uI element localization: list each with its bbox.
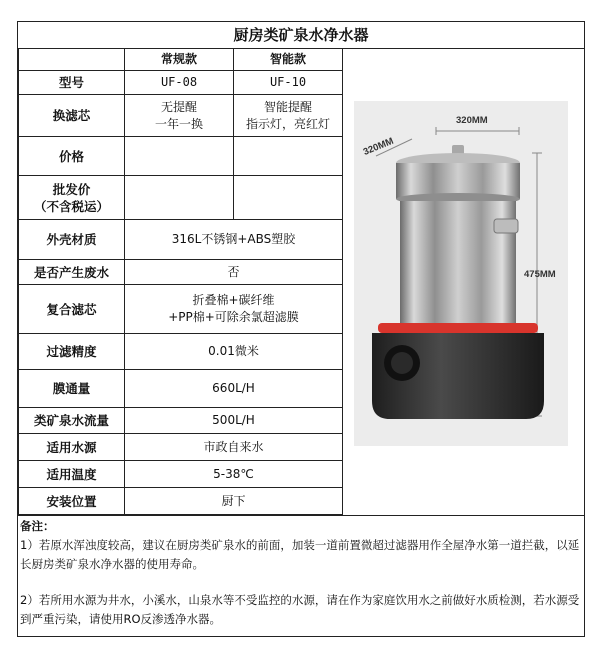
row-source bbox=[19, 434, 343, 461]
col-smart: 智能款 bbox=[234, 49, 343, 71]
flux-value: 660L/H bbox=[125, 370, 343, 408]
purifier-illustration bbox=[372, 145, 544, 419]
precision-value: 0.01微米 bbox=[125, 334, 343, 370]
label-flow: 类矿泉水流量 bbox=[19, 408, 125, 434]
row-temp bbox=[19, 461, 343, 488]
row-waste bbox=[19, 260, 343, 285]
row-model bbox=[19, 71, 343, 95]
composite-value: 折叠棉+碳纤维 +PP棉+可除余氯超滤膜 bbox=[125, 285, 343, 334]
notes-section bbox=[18, 515, 584, 637]
price-regular bbox=[125, 137, 234, 176]
dim-depth-label: 320MM bbox=[361, 135, 396, 158]
row-wholesale bbox=[19, 176, 343, 220]
note-item-2: 2）若所用水源为井水，小溪水，山泉水等不受监控的水源，请在作为家庭饮用水之前做好水质检测，若水源受到严重污染，请使用RO反渗透净水器。 bbox=[20, 593, 580, 626]
label-install: 安装位置 bbox=[19, 488, 125, 515]
shell-value: 316L不锈钢+ABS塑胶 bbox=[125, 220, 343, 260]
model-smart: UF-10 bbox=[234, 71, 343, 95]
spec-sheet bbox=[17, 21, 585, 637]
row-shell bbox=[19, 220, 343, 260]
col-regular: 常规款 bbox=[125, 49, 234, 71]
install-value: 厨下 bbox=[125, 488, 343, 515]
label-temp: 适用温度 bbox=[19, 461, 125, 488]
source-value: 市政自来水 bbox=[125, 434, 343, 461]
wholesale-smart bbox=[234, 176, 343, 220]
wholesale-regular bbox=[125, 176, 234, 220]
label-wholesale: 批发价 （不含税运） bbox=[19, 176, 125, 220]
label-source: 适用水源 bbox=[19, 434, 125, 461]
header-blank bbox=[19, 49, 125, 71]
row-flow bbox=[19, 408, 343, 434]
waste-value: 否 bbox=[125, 260, 343, 285]
row-precision bbox=[19, 334, 343, 370]
label-flux: 膜通量 bbox=[19, 370, 125, 408]
label-price: 价格 bbox=[19, 137, 125, 176]
temp-value: 5-38℃ bbox=[125, 461, 343, 488]
label-waste: 是否产生废水 bbox=[19, 260, 125, 285]
label-shell: 外壳材质 bbox=[19, 220, 125, 260]
label-composite: 复合滤芯 bbox=[19, 285, 125, 334]
price-smart bbox=[234, 137, 343, 176]
note-item-1: 1）若原水浑浊度较高，建议在厨房类矿泉水的前面，加装一道前置微超过滤器用作全屋净水第一道拦截，以延长厨房类矿泉水净水器的使用寿命。 bbox=[20, 538, 580, 571]
row-price bbox=[19, 137, 343, 176]
row-filter-change bbox=[19, 95, 343, 137]
notes-title: 备注： bbox=[20, 519, 55, 533]
spec-table bbox=[18, 48, 343, 515]
label-model: 型号 bbox=[19, 71, 125, 95]
row-flux bbox=[19, 370, 343, 408]
filter-change-smart: 智能提醒 指示灯，亮红灯 bbox=[234, 95, 343, 137]
dim-height-label: 475MM bbox=[524, 269, 556, 280]
filter-change-regular: 无提醒 一年一换 bbox=[125, 95, 234, 137]
flow-value: 500L/H bbox=[125, 408, 343, 434]
dim-width-label: 320MM bbox=[456, 115, 488, 126]
label-filter-change: 换滤芯 bbox=[19, 95, 125, 137]
model-regular: UF-08 bbox=[125, 71, 234, 95]
sheet-title: 厨房类矿泉水净水器 bbox=[18, 22, 584, 49]
label-precision: 过滤精度 bbox=[19, 334, 125, 370]
header-row bbox=[19, 49, 343, 71]
row-install bbox=[19, 488, 343, 515]
product-photo bbox=[354, 101, 568, 446]
row-composite bbox=[19, 285, 343, 334]
